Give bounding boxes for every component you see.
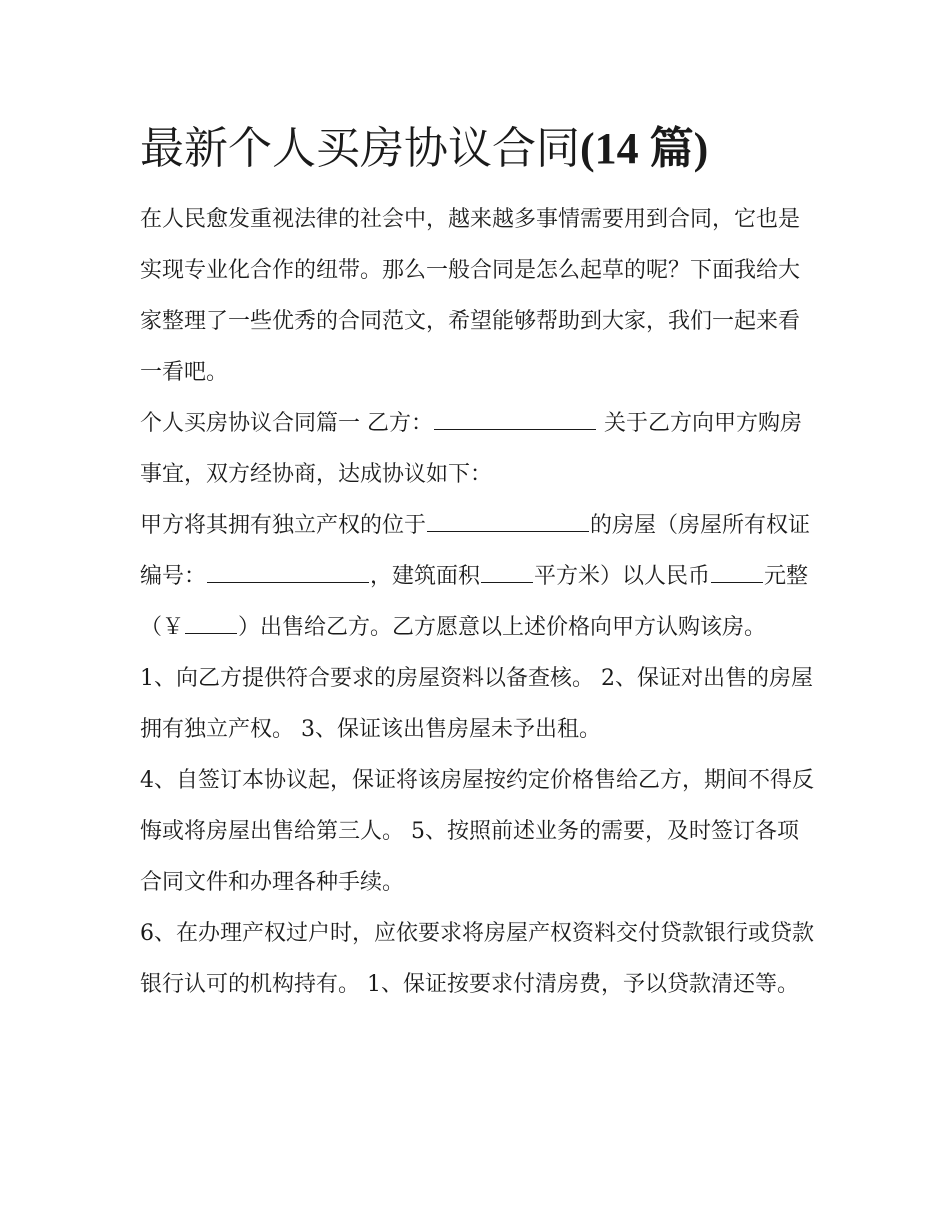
certificate-text: 的房屋（房屋所有权证编号： bbox=[140, 513, 811, 589]
area-text: ，建筑面积 bbox=[370, 564, 481, 589]
party-b-blank bbox=[434, 407, 596, 430]
agreement-preamble: 关于乙方向甲方购房事宜，双方经协商，达成协议如下： bbox=[140, 411, 802, 487]
party-b-label: 个人买房协议合同篇一 乙方： bbox=[140, 411, 433, 436]
price-text: 平方米）以人民币 bbox=[534, 564, 711, 589]
price-figure-blank bbox=[185, 611, 237, 634]
clause-paragraph-1: 1、向乙方提供符合要求的房屋资料以备查核。 2、保证对出售的房屋拥有独立产权。 3、保证该出售房屋未予出租。 bbox=[140, 666, 813, 742]
clause-paragraph-3: 6、在办理产权过户时，应依要求将房屋产权资料交付贷款银行或贷款银行认可的机构持有。 1、保证按要求付清房费，予以贷款清还等。 bbox=[140, 921, 814, 997]
property-paragraph bbox=[140, 500, 820, 653]
document-body bbox=[140, 118, 820, 1010]
area-blank bbox=[481, 560, 533, 583]
clause-paragraph-2: 4、自签订本协议起，保证将该房屋按约定价格售给乙方，期间不得反悔或将房屋出售给第三人。 5、按照前述业务的需要，及时签订各项合同文件和办理各种手续。 bbox=[140, 768, 814, 895]
price-blank bbox=[711, 560, 763, 583]
price-yuan-text: 元整（￥ bbox=[140, 564, 809, 640]
title-count: (14 篇) bbox=[580, 124, 709, 173]
intro-paragraph: 在人民愈发重视法律的社会中，越来越多事情需要用到合同，它也是实现专业化合作的纽带。那么一般合同是怎么起草的呢？下面我给大家整理了一些优秀的合同范文，希望能够帮助到大家，我们一起来看一看吧。 bbox=[140, 207, 801, 385]
certificate-number-blank bbox=[207, 560, 369, 583]
sale-text: ）出售给乙方。乙方愿意以上述价格向甲方认购该房。 bbox=[238, 615, 767, 640]
contract-opening-paragraph bbox=[140, 398, 820, 500]
document-title bbox=[140, 118, 820, 180]
title-text: 最新个人买房协议合同 bbox=[140, 123, 580, 174]
property-location-text: 甲方将其拥有独立产权的位于 bbox=[140, 513, 427, 538]
location-blank bbox=[427, 509, 589, 532]
